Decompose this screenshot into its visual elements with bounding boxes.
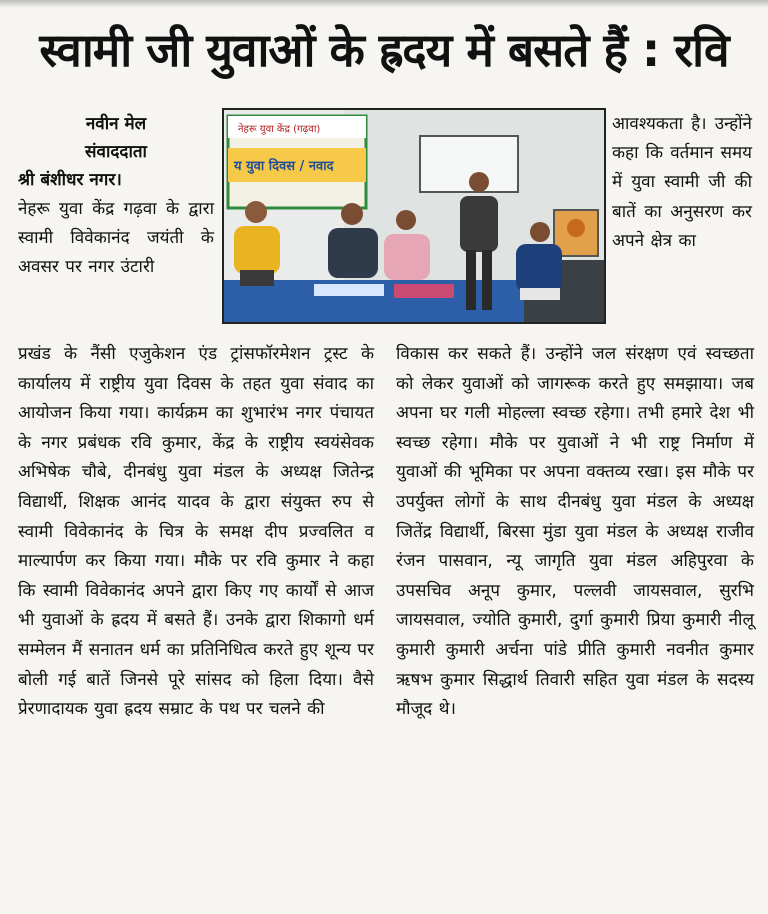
table-item xyxy=(394,284,454,298)
article-left-top xyxy=(18,195,214,283)
table-papers xyxy=(314,284,384,296)
page-top-strip xyxy=(0,0,768,8)
whiteboard xyxy=(420,136,518,192)
article-paragraph: प्रखंड के नैंसी एजुकेशन एंड ट्रांसफॉरमेशन ट्रस्ट के कार्यालय में राष्ट्रीय युवा दिवस के तहत युवा संवाद का आयोजन किया गया। कार्यक्रम का शुभारंभ नगर पंचायत के नगर प्रबंधक रवि कुमार, केंद्र के राष्ट्रीय स्वयंसेवक अभिषेक चौबे, दीनबंधु युवा मंडल के अध्यक्ष जितेन्द्र विद्यार्थी, शिक्षक आनंद यादव के द्वारा संयुक्त रुप से स्वामी विवेकानंद के चित्र के समक्ष दीप प्रज्वलित व माल्यार्पण कर किया गया। मौके पर रवि कुमार ने कहा कि स्वामी विवेकानंद अपने द्वारा किए गए कार्यों से आज भी युवाओं के ह्रदय में बसते हैं। उनके द्वारा शिकागो धर्म सम्मेलन मैं सनातन धर्म का प्रतिनिधित्व करते हुए शून्य पर बोली गई बातें जिनसे पूरे सांसद को हिला दिया। वैसे प्रेरणादायक युवा ह्रदय सम्राट के पथ पर चलने की xyxy=(18,344,374,720)
headline: स्वामी जी युवाओं के ह्रदय में बसते हैं : रवि xyxy=(39,23,729,77)
article-paragraph: आवश्यकता है। उन्होंने कहा कि वर्तमान समय में युवा स्वामी जी की बातें का अनुसरण कर अपने क्षेत्र का xyxy=(612,114,752,251)
byline-publication: नवीन मेल xyxy=(85,114,147,134)
portrait-figure xyxy=(567,219,585,237)
banner-text-2: य युवा दिवस / नवाद xyxy=(234,159,334,174)
article-right-column xyxy=(396,340,754,725)
article-left-column xyxy=(18,340,374,725)
article-right-top xyxy=(612,110,752,256)
byline-role: संवाददाता xyxy=(85,142,147,162)
byline-location: श्री बंशीधर नगर। xyxy=(18,170,122,190)
news-photo xyxy=(222,108,606,324)
byline xyxy=(18,110,214,194)
article-paragraph: विकास कर सकते हैं। उन्होंने जल संरक्षण एवं स्वच्छता को लेकर युवाओं को जागरूक करते हुए समझाया। जब अपना घर गली मोहल्ला स्वच्छ रहेगा। तभी हमारे देश भी स्वच्छ रहेगा। मौके पर युवाओं ने भी राष्ट्र निर्माण में युवाओं की भूमिका पर अपना वक्तव्य रखा। इस मौके पर उपर्युक्त लोगों के साथ दीनबंधु युवा मंडल के अध्यक्ष जितेंद्र विद्यार्थी, बिरसा मुंडा युवा मंडल के अध्यक्ष राजीव रंजन पासवान, न्यू जागृति युवा मंडल अहिपुरवा के उपसचिव अनूप कुमार, पल्लवी जायसवाल, सुरभि जायसवाल, ज्योति कुमारी, दुर्गा कुमारी प्रिया कुमारी नीलू कुमारी कुमारी अर्चना पांडे प्रीति कुमारी नवनीत कुमार ऋषभ कुमार सिद्धार्थ तिवारी सहित युवा मंडल के सदस्य मौजूद थे। xyxy=(396,344,754,720)
article-paragraph: नेहरू युवा केंद्र गढ़वा के द्वारा स्वामी विवेकानंद जयंती के अवसर पर नगर उंटारी xyxy=(18,199,214,278)
banner-text-1: नेहरू युवा केंद्र (गढ़वा) xyxy=(238,124,321,135)
event-photo-illustration xyxy=(224,110,604,322)
